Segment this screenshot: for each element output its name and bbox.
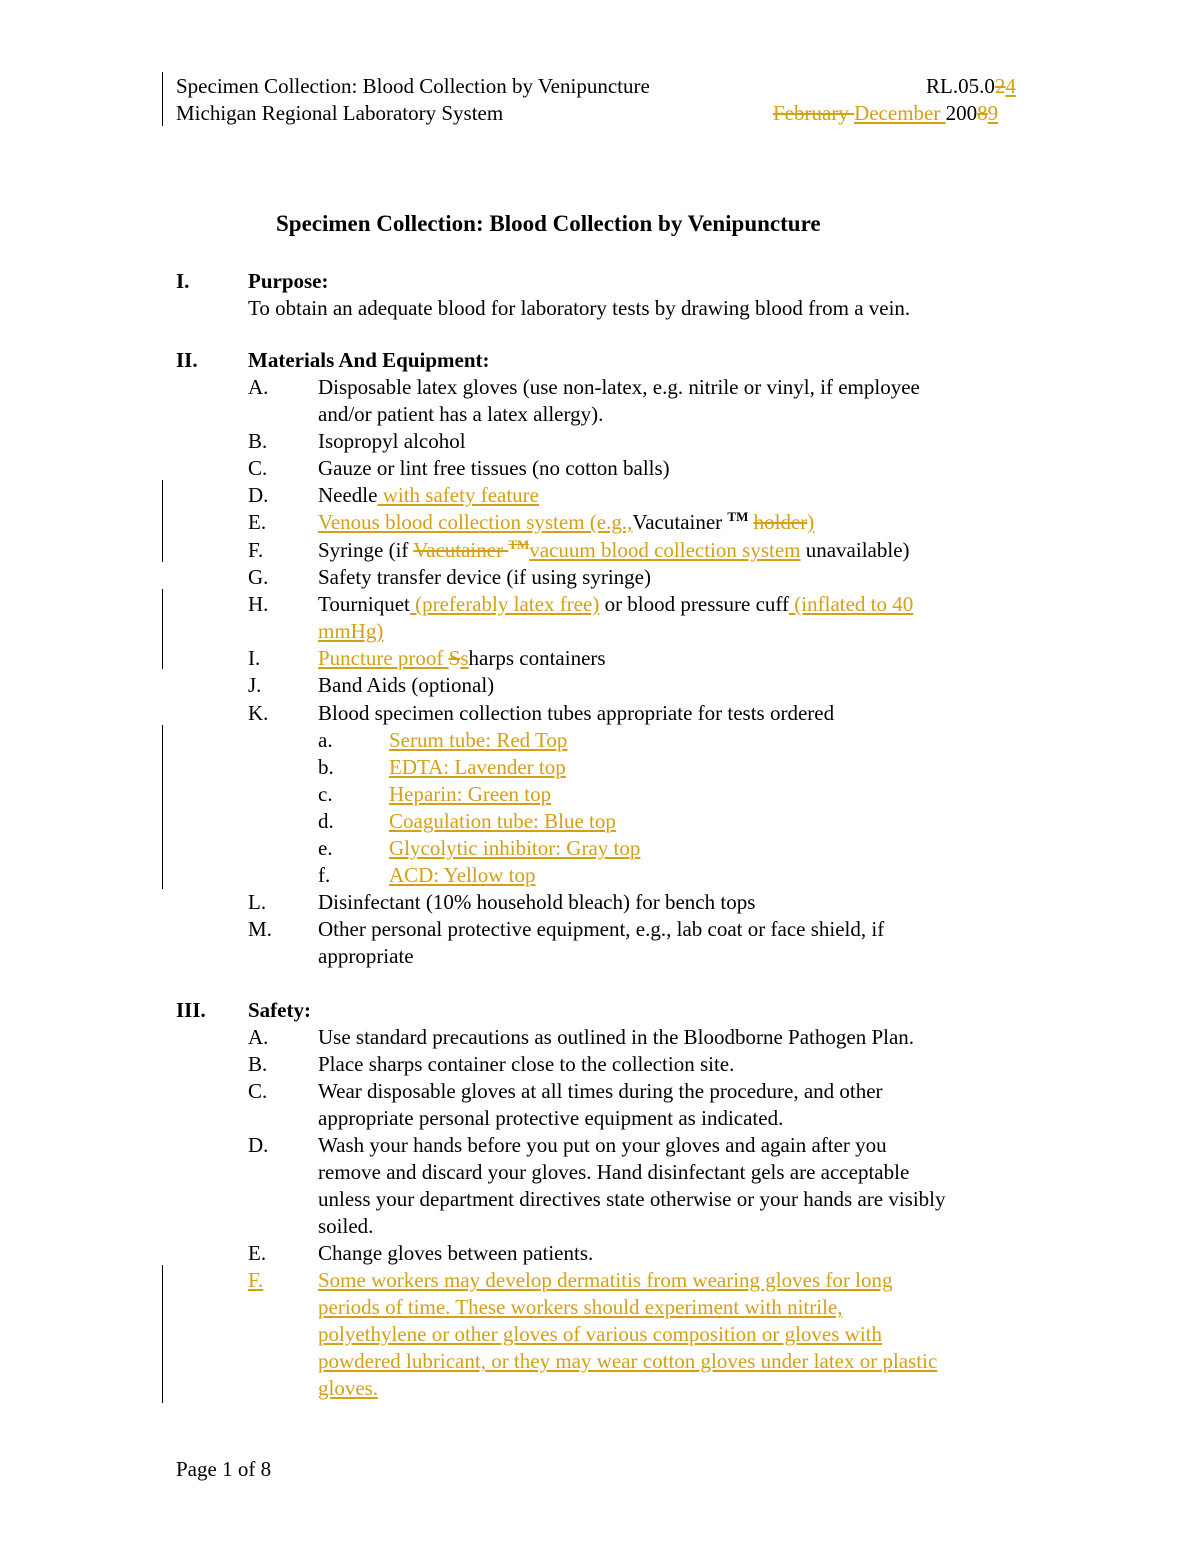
- safety-item-f-cont: periods of time. These workers should experiment with nitrile,: [318, 1295, 843, 1319]
- materials-item-g: Safety transfer device (if using syringe): [318, 565, 651, 589]
- materials-item-a-cont: and/or patient has a latex allergy).: [318, 402, 604, 426]
- materials-item-j: Band Aids (optional): [318, 673, 495, 697]
- section-number: II.: [176, 348, 198, 372]
- purpose-text: To obtain an adequate blood for laboratory tests by drawing blood from a vein.: [248, 296, 911, 320]
- safety-item-f-cont: powdered lubricant, or they may wear cotton gloves under latex or plastic: [318, 1349, 938, 1373]
- sub-list-letter: e.: [318, 836, 333, 860]
- materials-item-m-cont: appropriate: [318, 944, 414, 968]
- page-number: Page 1 of 8: [176, 1457, 272, 1481]
- list-letter: C.: [248, 456, 268, 480]
- list-letter: F.: [248, 1268, 264, 1292]
- tube-item-acd: ACD: Yellow top: [389, 863, 536, 887]
- section-number: III.: [176, 998, 206, 1022]
- safety-item-b: Place sharps container close to the collection site.: [318, 1052, 735, 1076]
- list-letter: B.: [248, 1052, 268, 1076]
- list-letter: F.: [248, 538, 264, 562]
- safety-item-e: Change gloves between patients.: [318, 1241, 594, 1265]
- list-letter: D.: [248, 1133, 269, 1157]
- list-letter: B.: [248, 429, 268, 453]
- list-letter: I.: [248, 646, 261, 670]
- safety-item-d-cont: remove and discard your gloves. Hand disinfectant gels are acceptable: [318, 1160, 910, 1184]
- list-letter: D.: [248, 483, 269, 507]
- section-title-purpose: Purpose:: [248, 269, 329, 293]
- materials-item-l: Disinfectant (10% household bleach) for bench tops: [318, 890, 756, 914]
- sub-list-letter: d.: [318, 809, 334, 833]
- tube-item-serum: Serum tube: Red Top: [389, 728, 568, 752]
- list-letter: G.: [248, 565, 269, 589]
- section-number: I.: [176, 269, 190, 293]
- header-date: February December 20089: [773, 101, 999, 125]
- list-letter: E.: [248, 510, 267, 534]
- materials-item-k: Blood specimen collection tubes appropriate for tests ordered: [318, 701, 835, 725]
- change-bar: [162, 1265, 163, 1403]
- safety-item-a: Use standard precautions as outlined in the Bloodborne Pathogen Plan.: [318, 1025, 915, 1049]
- materials-item-m: Other personal protective equipment, e.g., lab coat or face shield, if: [318, 917, 885, 941]
- list-letter: H.: [248, 592, 269, 616]
- tube-item-heparin: Heparin: Green top: [389, 782, 552, 806]
- document-title: Specimen Collection: Blood Collection by Venipuncture: [276, 211, 821, 236]
- tube-item-edta: EDTA: Lavender top: [389, 755, 566, 779]
- header-title: Specimen Collection: Blood Collection by Venipuncture: [176, 74, 650, 98]
- safety-item-c-cont: appropriate personal protective equipment as indicated.: [318, 1106, 784, 1130]
- materials-item-h: Tourniquet (preferably latex free) or blood pressure cuff (inflated to 40: [318, 592, 914, 616]
- tube-item-glycolytic: Glycolytic inhibitor: Gray top: [389, 836, 641, 860]
- materials-item-c: Gauze or lint free tissues (no cotton balls): [318, 456, 670, 480]
- header-org: Michigan Regional Laboratory System: [176, 101, 504, 125]
- section-title-materials: Materials And Equipment:: [248, 348, 490, 372]
- safety-item-f-cont: polyethylene or other gloves of various composition or gloves with: [318, 1322, 882, 1346]
- list-letter: C.: [248, 1079, 268, 1103]
- sub-list-letter: a.: [318, 728, 333, 752]
- safety-item-d-cont: soiled.: [318, 1214, 374, 1238]
- list-letter: E.: [248, 1241, 267, 1265]
- list-letter: A.: [248, 375, 269, 399]
- safety-item-d: Wash your hands before you put on your gloves and again after you: [318, 1133, 887, 1157]
- change-bar-header: [162, 72, 163, 126]
- change-bar: [162, 725, 163, 889]
- list-letter: A.: [248, 1025, 269, 1049]
- change-bar: [162, 480, 163, 562]
- sub-list-letter: b.: [318, 755, 334, 779]
- section-title-safety: Safety:: [248, 998, 311, 1022]
- materials-item-f: Syringe (if Vacutainer ™vacuum blood collection system unavailable): [318, 537, 910, 562]
- safety-item-d-cont: unless your department directives state otherwise or your hands are visibly: [318, 1187, 946, 1211]
- materials-item-h-cont: mmHg): [318, 619, 384, 643]
- safety-item-f-cont: gloves.: [318, 1376, 379, 1400]
- safety-item-f: Some workers may develop dermatitis from wearing gloves for long: [318, 1268, 893, 1292]
- materials-item-e: Venous blood collection system (e.g.,Vacutainer ™ holder): [318, 509, 815, 534]
- sub-list-letter: c.: [318, 782, 333, 806]
- list-letter: K.: [248, 701, 269, 725]
- materials-item-a: Disposable latex gloves (use non-latex, e.g. nitrile or vinyl, if employee: [318, 375, 920, 399]
- header-doc-id: RL.05.024: [926, 74, 1016, 98]
- tube-item-coagulation: Coagulation tube: Blue top: [389, 809, 616, 833]
- list-letter: M.: [248, 917, 272, 941]
- materials-item-i: Puncture proof Ssharps containers: [318, 646, 606, 670]
- materials-item-d: Needle with safety feature: [318, 483, 539, 507]
- list-letter: J.: [248, 673, 262, 697]
- list-letter: L.: [248, 890, 267, 914]
- change-bar: [162, 589, 163, 669]
- sub-list-letter: f.: [318, 863, 331, 887]
- safety-item-c: Wear disposable gloves at all times during the procedure, and other: [318, 1079, 883, 1103]
- materials-item-b: Isopropyl alcohol: [318, 429, 466, 453]
